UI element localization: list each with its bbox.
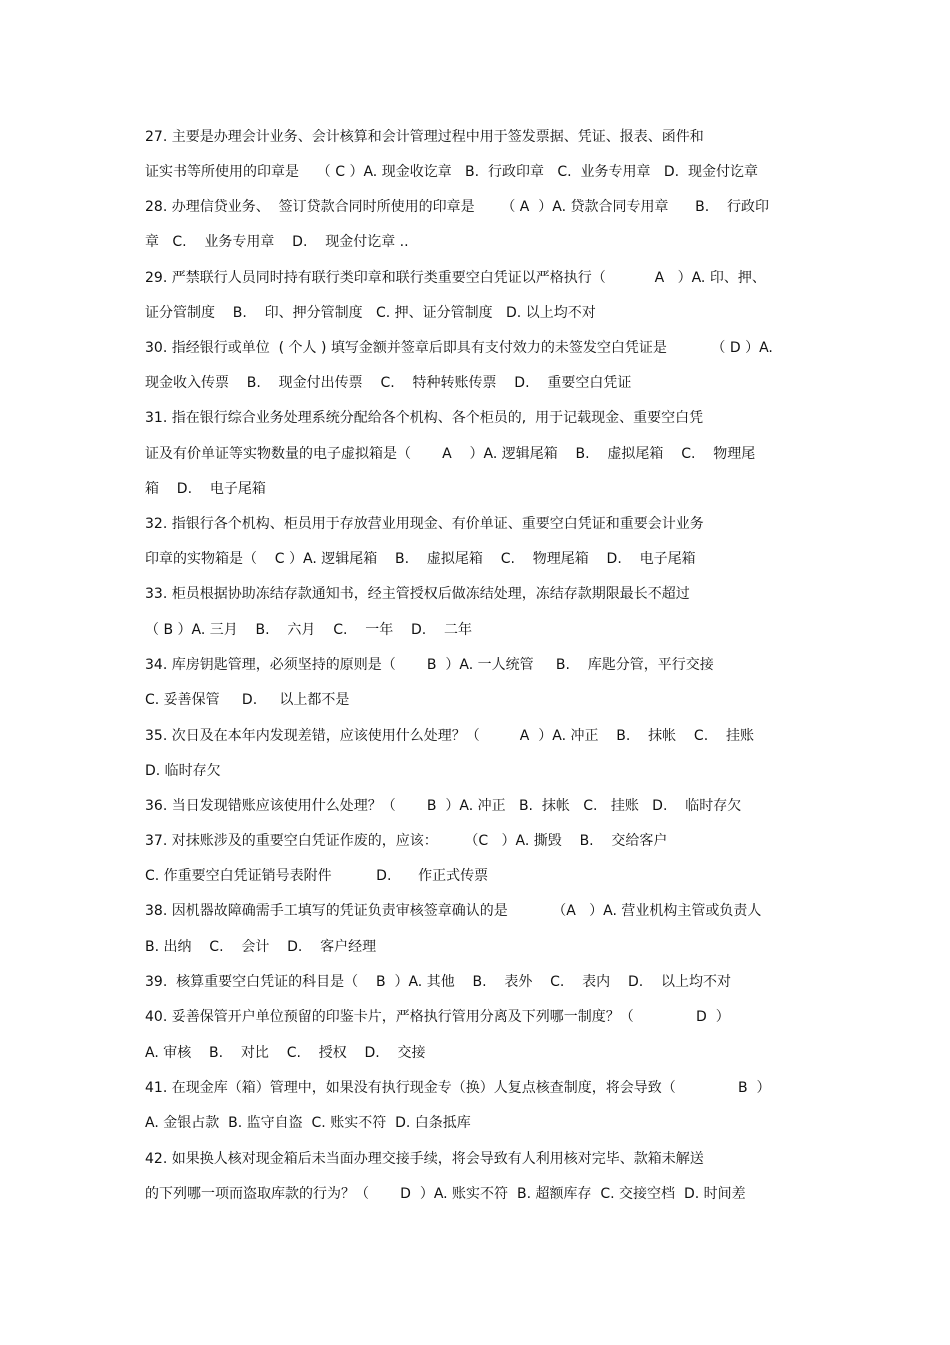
text-line: 27. 主要是办理会计业务、会计核算和会计管理过程中用于签发票据、凭证、报表、函件和 bbox=[145, 129, 704, 145]
text-line: 39. 核算重要空白凭证的科目是（ B ）A. 其他 B. 表外 C. 表内 D. 以上均不对 bbox=[145, 974, 732, 990]
text-line: 33. 柜员根据协助冻结存款通知书，经主管授权后做冻结处理，冻结存款期限最长不超过 bbox=[145, 586, 690, 602]
text-line: 42. 如果换人核对现金箱后未当面办理交接手续，将会导致有人利用核对完毕、款箱未解送 bbox=[145, 1151, 704, 1167]
text-line: 31. 指在银行综合业务处理系统分配给各个机构、各个柜员的, 用于记载现金、重要空白凭 bbox=[145, 410, 704, 426]
text-line: A. 审核 B. 对比 C. 授权 D. 交接 bbox=[145, 1045, 426, 1061]
text-line: B. 出纳 C. 会计 D. 客户经理 bbox=[145, 939, 377, 955]
text-line: 38. 因机器故障确需手工填写的凭证负责审核签章确认的是 （A ）A. 营业机构主管或负责人 bbox=[145, 903, 762, 919]
text-line: 36. 当日发现错账应该使用什么处理？（ B ）A. 冲正 B. 抹帐 C. 挂账 D. 临时存欠 bbox=[145, 798, 742, 814]
text-line: 32. 指银行各个机构、柜员用于存放营业用现金、有价单证、重要空白凭证和重要会计业务 bbox=[145, 516, 704, 532]
text-line: 41. 在现金库（箱）管理中，如果没有执行现金专（换）人复点核查制度，将会导致（ B ） bbox=[145, 1080, 771, 1096]
text-line: （ B ）A. 三月 B. 六月 C. 一年 D. 二年 bbox=[145, 622, 473, 638]
text-line: 证及有价单证等实物数量的电子虚拟箱是（ A ）A. 逻辑尾箱 B. 虚拟尾箱 C. 物理尾 bbox=[145, 446, 756, 462]
text-line: 现金收入传票 B. 现金付出传票 C. 特种转账传票 D. 重要空白凭证 bbox=[145, 375, 632, 391]
text-line: 证分管制度 B. 印、押分管制度 C. 押、证分管制度 D. 以上均不对 bbox=[145, 305, 596, 321]
text-line: 箱 D. 电子尾箱 bbox=[145, 481, 266, 497]
text-line: 30. 指经银行或单位 ( 个人 ) 填写金额并签章后即具有支付效力的未签发空白凭证是 （ D ）A. bbox=[145, 340, 773, 356]
text-line: 35. 次日及在本年内发现差错，应该使用什么处理？（ A ）A. 冲正 B. 抹帐 C. 挂账 bbox=[145, 728, 754, 744]
text-line: 28. 办理信贷业务、 签订贷款合同时所使用的印章是 （ A ）A. 贷款合同专用章 B. 行政印 bbox=[145, 199, 770, 215]
text-line: 印章的实物箱是（ C ）A. 逻辑尾箱 B. 虚拟尾箱 C. 物理尾箱 D. 电子尾箱 bbox=[145, 551, 696, 567]
text-line: 40. 妥善保管开户单位预留的印鉴卡片，严格执行管用分离及下列哪一制度？（ D ） bbox=[145, 1009, 730, 1025]
text-line: 34. 库房钥匙管理，必须坚持的原则是（ B ）A. 一人统管 B. 库匙分管，平行交接 bbox=[145, 657, 714, 673]
text-line: A. 金银占款 B. 监守自盗 C. 账实不符 D. 白条抵库 bbox=[145, 1115, 471, 1131]
text-line: D. 临时存欠 bbox=[145, 763, 221, 779]
text-line: 证实书等所使用的印章是 （ C ）A. 现金收讫章 B. 行政印章 C. 业务专用章 D. 现金付讫章 bbox=[145, 164, 758, 180]
text-line: 29. 严禁联行人员同时持有联行类印章和联行类重要空白凭证以严格执行（ A ）A. 印、押、 bbox=[145, 270, 766, 286]
text-line: C. 妥善保管 D. 以上都不是 bbox=[145, 692, 350, 708]
text-line: 的下列哪一项而盗取库款的行为？（ D ）A. 账实不符 B. 超额库存 C. 交接空档 D. 时间差 bbox=[145, 1186, 746, 1202]
text-line: 37. 对抹账涉及的重要空白凭证作废的，应该： （C ）A. 撕毁 B. 交给客户 bbox=[145, 833, 668, 849]
text-line: 章 C. 业务专用章 D. 现金付讫章 .. bbox=[145, 234, 409, 250]
text-line: C. 作重要空白凭证销号表附件 D. 作正式传票 bbox=[145, 868, 489, 884]
